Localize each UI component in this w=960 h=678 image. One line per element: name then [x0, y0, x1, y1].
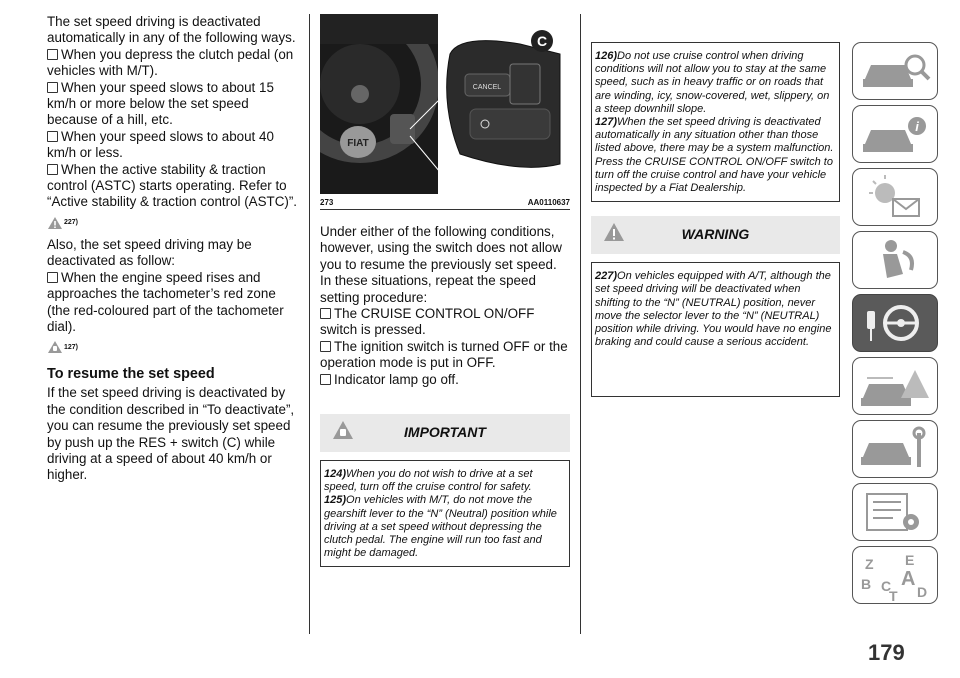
note-item: 126)Do not use cruise control when driving conditions will not allow you to stay at the same speed, such as in heavy traffic or on roads that are winding, icy, snow-covered, wet, slippery, on a steep downhill slope.: [595, 50, 830, 115]
checkbox-bullet-icon: [320, 308, 331, 319]
warning-reference: 227): [47, 214, 302, 232]
warning-triangle-icon: [47, 216, 63, 230]
paragraph-resume: If the set speed driving is deactivated by the condition described in “To deactivate”, you can resume the previously set speed by push up the RES + switch (C) while driving at a speed of about 40 km/h or higher.: [47, 385, 295, 483]
brand-logo-text: FIAT: [347, 138, 369, 149]
airbag-seat-icon: [853, 232, 937, 288]
list-item: The CRUISE CONTROL ON/OFF switch is pressed.: [320, 306, 535, 338]
note-item: 127)When the set speed driving is deactivated automatically in any situation other than those listed above, there may be a system malfunction. Press the CRUISE CONTROL ON/OFF switch to turn off the cruise control and have your vehicle inspected by a Fiat Dealership.: [595, 116, 834, 195]
svg-text:Z: Z: [865, 556, 874, 572]
car-emergency-icon: [853, 358, 937, 414]
tab-car-info[interactable]: [852, 105, 938, 163]
tab-warning-lights[interactable]: [852, 168, 938, 226]
tab-car-maintenance[interactable]: [852, 420, 938, 478]
cancel-label: CANCEL: [472, 84, 502, 91]
warning-banner: [591, 216, 840, 254]
svg-text:T: T: [889, 588, 898, 603]
figure-number: 273: [320, 198, 334, 207]
tab-car-emergency[interactable]: [852, 357, 938, 415]
checkbox-bullet-icon: [47, 272, 58, 283]
page-number: 179: [868, 640, 905, 665]
important-notes-box-continued: [591, 42, 840, 202]
car-info-icon: [853, 106, 937, 162]
list-item: When the active stability & traction control (ASTC) starts operating. Refer to “Active stability & traction control (ASTC)”.: [47, 161, 298, 210]
note-item: 124)When you do not wish to drive at a set speed, turn off the cruise control for safety.: [324, 468, 533, 494]
list-item: When you depress the clutch pedal (on vehicles with M/T).: [47, 46, 294, 79]
list-item: Indicator lamp go off.: [320, 372, 570, 388]
checkbox-bullet-icon: [47, 164, 58, 175]
caution-hand-icon: [47, 340, 63, 354]
list-item: When your speed slows to about 15 km/h or more below the set speed because of a hill, etc.: [47, 79, 274, 128]
warning-lights-icon: [853, 169, 937, 225]
column-right: [591, 14, 840, 397]
car-search-icon: [853, 43, 937, 99]
paragraph-resume-conditions: Under either of the following conditions, however, using the switch does not allow you to resume the previously set speed. In these situations, repeat the speed setting procedure:: [320, 224, 562, 305]
section-heading-resume: To resume the set speed: [47, 366, 215, 383]
important-banner: [320, 414, 570, 452]
car-maintenance-icon: [853, 421, 937, 477]
list-item: When your speed slows to about 40 km/h or less.: [47, 128, 274, 161]
svg-text:C: C: [881, 578, 892, 594]
svg-text:i: i: [915, 119, 919, 134]
bullet-list-deactivation: [47, 47, 302, 211]
note-item: 227)On vehicles equipped with A/T, although the set speed driving will be deactivated when shifting to the “N” (NEUTRAL) position, never move the selector lever to the “N” (NEUTRAL) position while driving. You would have no engine braking and could cause a serious accident.: [595, 270, 832, 349]
list-item: The ignition switch is turned OFF or the operation mode is put in OFF.: [320, 338, 568, 371]
tab-key-steering-wheel[interactable]: [852, 294, 938, 352]
warning-notes-box: [591, 262, 840, 397]
svg-text:A: A: [901, 568, 916, 590]
checkbox-bullet-icon: [320, 341, 331, 352]
tab-airbag-seat[interactable]: [852, 231, 938, 289]
tab-technical-data[interactable]: [852, 483, 938, 541]
figure-code: AA0110637: [527, 198, 570, 207]
checkbox-bullet-icon: [320, 374, 331, 385]
list-item: When the engine speed rises and approaches the tachometer’s red zone (the red-coloured part of the tachometer dial).: [47, 269, 284, 334]
checkbox-bullet-icon: [47, 49, 58, 60]
paragraph-deactivation-intro: The set speed driving is deactivated automatically in any of the following ways.: [47, 14, 296, 46]
important-notes-box: [320, 460, 570, 567]
svg-text:D: D: [917, 584, 928, 600]
column-divider: [580, 14, 581, 634]
note-item: 125)On vehicles with M/T, do not move the gearshift lever to the “N” (Neutral) position while driving at a set speed without depressing the clutch pedal. The engine will run too fast and might be damaged.: [324, 494, 557, 560]
svg-text:C: C: [536, 33, 548, 49]
bullet-list-conditions: [320, 306, 570, 388]
callout-c-icon: [530, 29, 554, 53]
key-steering-wheel-icon: [853, 295, 937, 351]
paragraph-deactivation-also: Also, the set speed driving may be deactivated as follow:: [47, 236, 252, 269]
column-middle: [320, 14, 570, 567]
technical-data-icon: [853, 484, 937, 540]
column-divider: [309, 14, 310, 634]
figure-cruise-control-switch: [320, 14, 570, 194]
checkbox-bullet-icon: [47, 82, 58, 93]
warning-title: WARNING: [681, 226, 750, 243]
column-left: [47, 14, 302, 484]
alphabetical-index-icon: [853, 547, 937, 603]
warning-triangle-icon: [603, 222, 625, 242]
important-title: IMPORTANT: [404, 424, 486, 441]
caution-reference: 127): [47, 338, 302, 356]
checkbox-bullet-icon: [47, 131, 58, 142]
svg-text:B: B: [861, 576, 872, 592]
tab-car-search[interactable]: [852, 42, 938, 100]
caution-hand-icon: [332, 420, 354, 440]
svg-text:E: E: [905, 552, 915, 568]
tab-alphabetical-index[interactable]: [852, 546, 938, 604]
figure-caption: [320, 194, 570, 210]
